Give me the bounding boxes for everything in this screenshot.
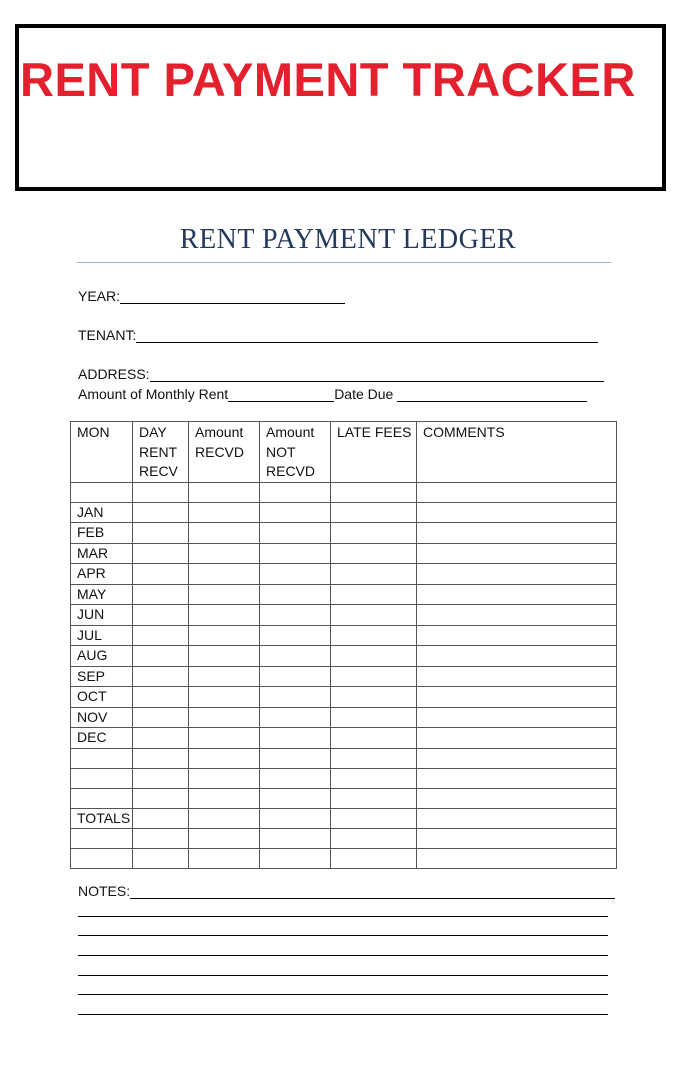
notes-field bbox=[78, 883, 615, 899]
entry-cell-late-fees[interactable] bbox=[331, 543, 417, 564]
month-cell: MAY bbox=[71, 584, 133, 605]
month-cell: OCT bbox=[71, 687, 133, 708]
month-cell bbox=[71, 748, 133, 768]
entry-cell-late-fees[interactable] bbox=[331, 687, 417, 708]
entry-cell-comments[interactable] bbox=[417, 768, 617, 788]
table-row bbox=[71, 564, 617, 585]
entry-cell-late-fees[interactable] bbox=[331, 788, 417, 808]
column-header-text: RENT bbox=[139, 443, 178, 460]
column-header-text: Amount bbox=[195, 424, 244, 440]
table-row bbox=[71, 829, 617, 849]
entry-cell-amount-not-recvd[interactable] bbox=[260, 646, 331, 667]
table-row bbox=[71, 666, 617, 687]
entry-cell-late-fees[interactable] bbox=[331, 728, 417, 749]
tenant-label: TENANT: bbox=[78, 327, 137, 343]
column-header-late-fees bbox=[331, 422, 417, 483]
month-cell: JUL bbox=[71, 625, 133, 646]
notes-line[interactable] bbox=[78, 916, 608, 917]
entry-cell-comments[interactable] bbox=[417, 625, 617, 646]
monthly-rent-input-line[interactable] bbox=[228, 386, 334, 402]
entry-cell-day-rent-recv[interactable] bbox=[133, 523, 189, 544]
month-cell: JAN bbox=[71, 502, 133, 523]
entry-cell-comments[interactable] bbox=[417, 482, 617, 502]
month-cell: DEC bbox=[71, 728, 133, 749]
entry-cell-comments[interactable] bbox=[417, 605, 617, 626]
entry-cell-day-rent-recv[interactable] bbox=[133, 584, 189, 605]
column-header-text: COMMENTS bbox=[423, 424, 505, 440]
month-cell: FEB bbox=[71, 523, 133, 544]
entry-cell-late-fees[interactable] bbox=[331, 502, 417, 523]
entry-cell-amount-recvd[interactable] bbox=[189, 849, 260, 869]
entry-cell-late-fees[interactable] bbox=[331, 523, 417, 544]
column-header-text: DAY bbox=[139, 424, 167, 440]
year-field bbox=[78, 288, 345, 304]
entry-cell-amount-recvd[interactable] bbox=[189, 707, 260, 728]
entry-cell-late-fees[interactable] bbox=[331, 707, 417, 728]
notes-line[interactable] bbox=[78, 935, 608, 936]
table-row bbox=[71, 482, 617, 502]
entry-cell-amount-recvd[interactable] bbox=[189, 605, 260, 626]
entry-cell-amount-recvd[interactable] bbox=[189, 646, 260, 667]
column-header-text: NOT bbox=[266, 443, 296, 460]
table-row bbox=[71, 788, 617, 808]
entry-cell-day-rent-recv[interactable] bbox=[133, 605, 189, 626]
entry-cell-comments[interactable] bbox=[417, 728, 617, 749]
year-input-line[interactable] bbox=[120, 288, 345, 304]
month-cell: SEP bbox=[71, 666, 133, 687]
notes-line[interactable] bbox=[78, 1014, 608, 1015]
entry-cell-amount-recvd[interactable] bbox=[189, 625, 260, 646]
month-cell: AUG bbox=[71, 646, 133, 667]
notes-line[interactable] bbox=[78, 955, 608, 956]
table-row bbox=[71, 849, 617, 869]
year-label: YEAR: bbox=[78, 288, 121, 304]
table-row bbox=[71, 584, 617, 605]
entry-cell-comments[interactable] bbox=[417, 829, 617, 849]
entry-cell-amount-not-recvd[interactable] bbox=[260, 543, 331, 564]
entry-cell-amount-not-recvd[interactable] bbox=[260, 605, 331, 626]
ledger-title: RENT PAYMENT LEDGER bbox=[179, 224, 517, 255]
title-divider bbox=[77, 262, 611, 263]
entry-cell-day-rent-recv[interactable] bbox=[133, 849, 189, 869]
column-header-text: LATE FEES bbox=[337, 424, 412, 440]
table-row bbox=[71, 502, 617, 523]
month-cell bbox=[71, 849, 133, 869]
tenant-input-line[interactable] bbox=[136, 327, 598, 343]
table-row bbox=[71, 728, 617, 749]
entry-cell-day-rent-recv[interactable] bbox=[133, 748, 189, 768]
entry-cell-amount-not-recvd[interactable] bbox=[260, 523, 331, 544]
entry-cell-late-fees[interactable] bbox=[331, 829, 417, 849]
table-row bbox=[71, 523, 617, 544]
entry-cell-amount-not-recvd[interactable] bbox=[260, 849, 331, 869]
month-cell bbox=[71, 788, 133, 808]
month-cell: JUN bbox=[71, 605, 133, 626]
month-cell bbox=[71, 768, 133, 788]
table-row bbox=[71, 707, 617, 728]
entry-cell-comments[interactable] bbox=[417, 808, 617, 829]
date-due-label: Date Due bbox=[334, 386, 394, 402]
entry-cell-late-fees[interactable] bbox=[331, 482, 417, 502]
entry-cell-day-rent-recv[interactable] bbox=[133, 728, 189, 749]
entry-cell-comments[interactable] bbox=[417, 788, 617, 808]
column-header-text: RECVD bbox=[266, 463, 316, 479]
entry-cell-day-rent-recv[interactable] bbox=[133, 768, 189, 788]
entry-cell-late-fees[interactable] bbox=[331, 646, 417, 667]
table-row bbox=[71, 646, 617, 667]
entry-cell-late-fees[interactable] bbox=[331, 625, 417, 646]
address-input-line[interactable] bbox=[150, 366, 604, 382]
entry-cell-comments[interactable] bbox=[417, 584, 617, 605]
entry-cell-day-rent-recv[interactable] bbox=[133, 564, 189, 585]
notes-line[interactable] bbox=[78, 975, 608, 976]
month-cell bbox=[71, 482, 133, 502]
entry-cell-late-fees[interactable] bbox=[331, 584, 417, 605]
address-label: ADDRESS: bbox=[78, 366, 150, 382]
entry-cell-comments[interactable] bbox=[417, 849, 617, 869]
address-field bbox=[78, 366, 604, 382]
entry-cell-amount-not-recvd[interactable] bbox=[260, 584, 331, 605]
entry-cell-late-fees[interactable] bbox=[331, 748, 417, 768]
entry-cell-late-fees[interactable] bbox=[331, 768, 417, 788]
entry-cell-comments[interactable] bbox=[417, 523, 617, 544]
payment-ledger-table bbox=[70, 421, 617, 869]
notes-line[interactable] bbox=[78, 994, 608, 995]
entry-cell-day-rent-recv[interactable] bbox=[133, 666, 189, 687]
table-row bbox=[71, 625, 617, 646]
column-header-text: MON bbox=[77, 424, 110, 440]
column-header-amount-recvd bbox=[189, 422, 260, 483]
entry-cell-comments[interactable] bbox=[417, 502, 617, 523]
entry-cell-comments[interactable] bbox=[417, 748, 617, 768]
entry-cell-amount-not-recvd[interactable] bbox=[260, 768, 331, 788]
tracker-title: RENT PAYMENT TRACKER bbox=[20, 53, 636, 106]
entry-cell-amount-recvd[interactable] bbox=[189, 829, 260, 849]
table-row bbox=[71, 687, 617, 708]
entry-cell-amount-not-recvd[interactable] bbox=[260, 728, 331, 749]
entry-cell-amount-recvd[interactable] bbox=[189, 523, 260, 544]
date-due-input-line[interactable] bbox=[397, 386, 587, 402]
entry-cell-comments[interactable] bbox=[417, 646, 617, 667]
column-header-text: RECVD bbox=[195, 443, 245, 460]
column-header-mon bbox=[71, 422, 133, 483]
title-banner bbox=[15, 24, 666, 191]
entry-cell-day-rent-recv[interactable] bbox=[133, 808, 189, 829]
entry-cell-comments[interactable] bbox=[417, 687, 617, 708]
entry-cell-amount-not-recvd[interactable] bbox=[260, 564, 331, 585]
entry-cell-amount-not-recvd[interactable] bbox=[260, 707, 331, 728]
notes-input-line[interactable] bbox=[130, 883, 615, 899]
monthly-rent-label: Amount of Monthly Rent bbox=[78, 386, 229, 402]
tenant-field bbox=[78, 327, 598, 343]
table-row bbox=[71, 543, 617, 564]
entry-cell-late-fees[interactable] bbox=[331, 808, 417, 829]
entry-cell-day-rent-recv[interactable] bbox=[133, 829, 189, 849]
entry-cell-amount-recvd[interactable] bbox=[189, 788, 260, 808]
entry-cell-day-rent-recv[interactable] bbox=[133, 502, 189, 523]
entry-cell-amount-recvd[interactable] bbox=[189, 748, 260, 768]
entry-cell-day-rent-recv[interactable] bbox=[133, 788, 189, 808]
month-cell: TOTALS bbox=[71, 808, 133, 829]
entry-cell-late-fees[interactable] bbox=[331, 605, 417, 626]
entry-cell-comments[interactable] bbox=[417, 666, 617, 687]
entry-cell-amount-recvd[interactable] bbox=[189, 768, 260, 788]
entry-cell-amount-not-recvd[interactable] bbox=[260, 829, 331, 849]
entry-cell-amount-not-recvd[interactable] bbox=[260, 748, 331, 768]
entry-cell-amount-recvd[interactable] bbox=[189, 543, 260, 564]
entry-cell-day-rent-recv[interactable] bbox=[133, 687, 189, 708]
entry-cell-amount-recvd[interactable] bbox=[189, 728, 260, 749]
entry-cell-comments[interactable] bbox=[417, 707, 617, 728]
notes-label: NOTES: bbox=[78, 883, 131, 899]
entry-cell-amount-not-recvd[interactable] bbox=[260, 808, 331, 829]
entry-cell-day-rent-recv[interactable] bbox=[133, 646, 189, 667]
entry-cell-amount-recvd[interactable] bbox=[189, 564, 260, 585]
entry-cell-late-fees[interactable] bbox=[331, 666, 417, 687]
entry-cell-comments[interactable] bbox=[417, 564, 617, 585]
entry-cell-amount-not-recvd[interactable] bbox=[260, 788, 331, 808]
entry-cell-amount-recvd[interactable] bbox=[189, 687, 260, 708]
entry-cell-amount-not-recvd[interactable] bbox=[260, 625, 331, 646]
entry-cell-late-fees[interactable] bbox=[331, 564, 417, 585]
entry-cell-amount-not-recvd[interactable] bbox=[260, 502, 331, 523]
entry-cell-day-rent-recv[interactable] bbox=[133, 543, 189, 564]
entry-cell-amount-recvd[interactable] bbox=[189, 584, 260, 605]
entry-cell-amount-recvd[interactable] bbox=[189, 502, 260, 523]
entry-cell-day-rent-recv[interactable] bbox=[133, 707, 189, 728]
entry-cell-late-fees[interactable] bbox=[331, 849, 417, 869]
entry-cell-day-rent-recv[interactable] bbox=[133, 482, 189, 502]
entry-cell-amount-recvd[interactable] bbox=[189, 808, 260, 829]
entry-cell-day-rent-recv[interactable] bbox=[133, 625, 189, 646]
column-header-comments bbox=[417, 422, 617, 483]
entry-cell-amount-recvd[interactable] bbox=[189, 666, 260, 687]
entry-cell-amount-not-recvd[interactable] bbox=[260, 687, 331, 708]
rent-due-field bbox=[78, 386, 587, 402]
table-row bbox=[71, 605, 617, 626]
entry-cell-comments[interactable] bbox=[417, 543, 617, 564]
month-cell: NOV bbox=[71, 707, 133, 728]
month-cell: APR bbox=[71, 564, 133, 585]
column-header-text: Amount bbox=[266, 424, 315, 440]
entry-cell-amount-recvd[interactable] bbox=[189, 482, 260, 502]
month-cell: MAR bbox=[71, 543, 133, 564]
month-cell bbox=[71, 829, 133, 849]
entry-cell-amount-not-recvd[interactable] bbox=[260, 666, 331, 687]
column-header-day-rent-recv bbox=[133, 422, 189, 483]
table-header-row bbox=[71, 422, 617, 483]
table-row bbox=[71, 768, 617, 788]
column-header-text: RECV bbox=[139, 463, 178, 479]
table-row bbox=[71, 808, 617, 829]
table-row bbox=[71, 748, 617, 768]
entry-cell-amount-not-recvd[interactable] bbox=[260, 482, 331, 502]
column-header-amount-not-recvd bbox=[260, 422, 331, 483]
